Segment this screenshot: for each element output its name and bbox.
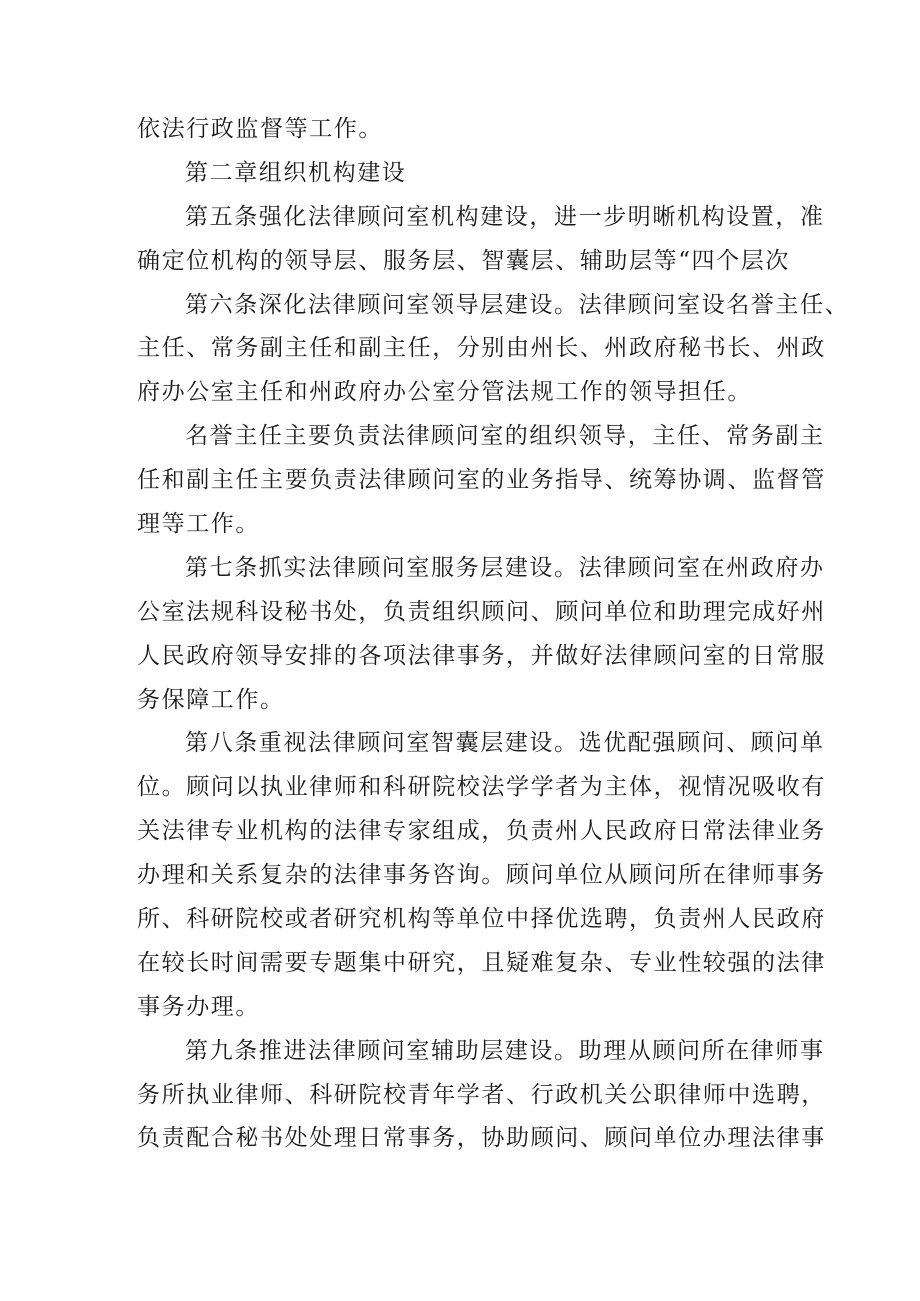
paragraph-continuation [137,108,787,152]
text-line: 务所执业律师、科研院校青年学者、行政机关公职律师中选聘， [137,1081,826,1108]
text-line: 在较长时间需要专题集中研究，且疑难复杂、专业性较强的法律 [137,949,826,976]
text-line: 所、科研院校或者研究机构等单位中择优选聘，负责州人民政府 [137,906,826,933]
text-line: 依法行政监督等工作。 [137,116,383,142]
text-line: 关法律专业机构的法律专家组成，负责州人民政府日常法律业务 [137,818,826,845]
article-9 [137,1030,826,1162]
text-line: 第七条抓实法律顾问室服务层建设。法律顾问室在州政府办 [185,554,825,581]
article-7 [137,547,826,723]
text-line: 负责配合秘书处处理日常事务，协助顾问、顾问单位办理法律事 [137,1125,826,1152]
text-line: 务保障工作。 [137,686,285,713]
text-line: 第八条重视法律顾问室智囊层建设。选优配强顾问、顾问单 [185,730,825,757]
text-line: 公室法规科设秘书处，负责组织顾问、顾问单位和助理完成好州 [137,598,826,625]
text-line: 位。顾问以执业律师和科研院校法学学者为主体，视情况吸收有 [137,774,826,801]
text-line: 任和副主任主要负责法律顾问室的业务指导、统筹协调、监督管 [137,467,826,494]
text-line: 第九条推进法律顾问室辅助层建设。助理从顾问所在律师事 [185,1037,825,1064]
text-line: 第五条强化法律顾问室机构建设，进一步明晰机构设置，准 [185,203,825,230]
article-6 [137,284,850,416]
document-body [137,108,850,1161]
text-line: 确定位机构的领导层、服务层、智囊层、辅助层等“四个层次 [137,247,790,274]
article-8 [137,722,826,1029]
text-line: 府办公室主任和州政府办公室分管法规工作的领导担任。 [137,379,752,406]
text-line: 名誉主任主要负责法律顾问室的组织领导，主任、常务副主 [185,423,825,450]
article-6-detail [137,415,826,547]
chapter-heading [137,152,787,196]
text-line: 事务办理。 [137,993,260,1020]
text-line: 主任、常务副主任和副主任，分别由州长、州政府秘书长、州政 [137,335,826,362]
text-line: 人民政府领导安排的各项法律事务，并做好法律顾问室的日常服 [137,642,826,669]
text-line: 第二章组织机构建设 [185,159,407,186]
article-5 [137,196,825,284]
text-line: 办理和关系复杂的法律事务咨询。顾问单位从顾问所在律师事务 [137,862,826,889]
text-line: 理等工作。 [137,511,260,538]
text-line: 第六条深化法律顾问室领导层建设。法律顾问室设名誉主任、 [185,291,850,318]
